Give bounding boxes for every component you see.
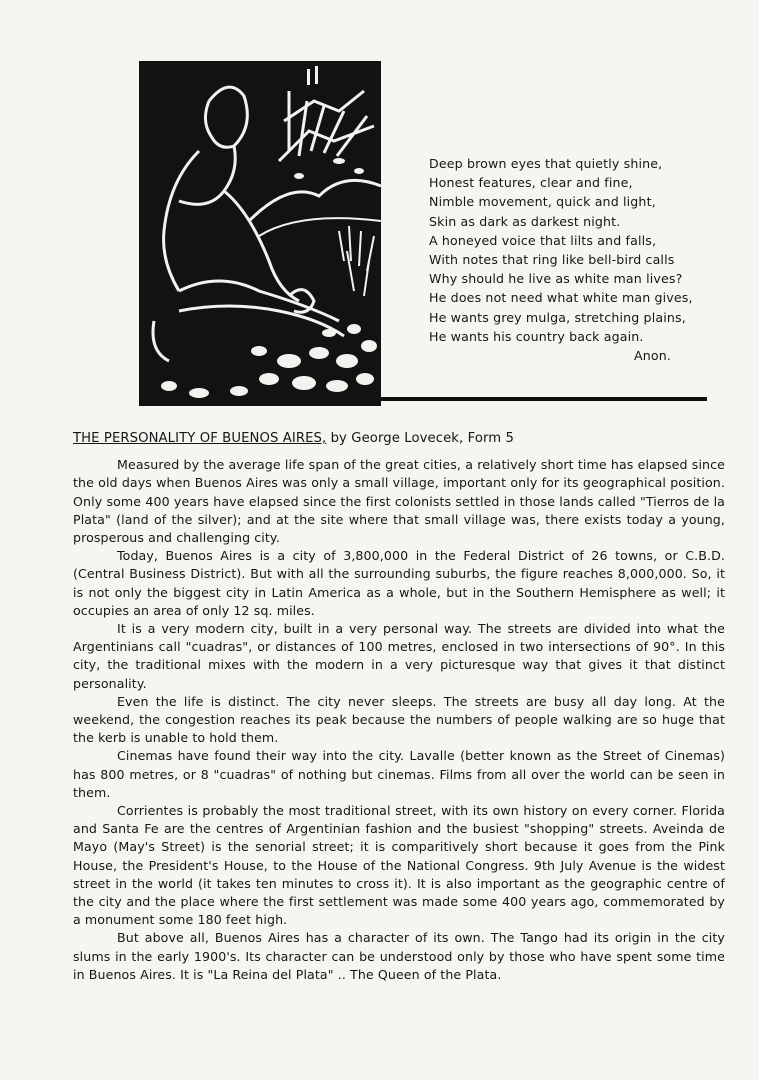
- article-byline: by George Lovecek, Form 5: [326, 431, 515, 446]
- seated-figure-woodcut: [139, 61, 381, 406]
- article-heading: [73, 430, 725, 448]
- poem-line: Deep brown eyes that quietly shine,: [429, 156, 663, 171]
- poem-line: With notes that ring like bell-bird calls: [429, 252, 675, 268]
- article-paragraph: Measured by the average life span of the great cities, a relatively short time has elapsed since the old days when Buenos Aires was only a small village, important only for its geographical position. Only some 400 years have elapsed since the first colonists settled in those lands called "Tierros de la Plata" (land of the silver); and at the site where that small village was, there exists today a young, prosperous and challenging city.: [73, 457, 725, 546]
- poem-line: He wants grey mulga, stretching plains,: [429, 309, 686, 325]
- poem-line: Skin as dark as darkest night.: [429, 213, 621, 229]
- poem: [429, 154, 729, 365]
- poem-line: He does not need what white man gives,: [429, 290, 693, 306]
- article-paragraph: But above all, Buenos Aires has a character of its own. The Tango had its origin in the city slums in the early 1900's. Its character can be understood only by those who have spent some time in Buenos Aires. It is "La Reina del Plata" .. The Queen of the Plata.: [73, 930, 725, 982]
- poem-line: A honeyed voice that lilts and falls,: [429, 232, 657, 248]
- poem-line: Why should he live as white man lives?: [429, 271, 683, 287]
- article-title: THE PERSONALITY OF BUENOS AIRES,: [73, 431, 327, 446]
- poem-line: Nimble movement, quick and light,: [429, 194, 656, 210]
- article-paragraph: Today, Buenos Aires is a city of 3,800,000 in the Federal District of 26 towns, or C.B.D. (Central Business District). But with all the surrounding suburbs, the figure reaches 8,000,000. So, it is not only the biggest city in Latin America as a whole, but in the Southern Hemisphere as well; it occupies an area of only 12 sq. miles.: [73, 548, 725, 618]
- woodcut-illustration: [139, 61, 381, 406]
- article: [73, 430, 725, 984]
- article-paragraph: It is a very modern city, built in a very personal way. The streets are divided into what the Argentinians call "cuadras", or distances of 100 metres, enclosed in two intersections of 90°. In this city, the traditional mixes with the modern in a very picturesque way that gives it that distinct personality.: [73, 621, 725, 691]
- poem-line: Honest features, clear and fine,: [429, 175, 633, 191]
- poem-attribution: Anon.: [633, 348, 671, 364]
- article-paragraph: Cinemas have found their way into the city. Lavalle (better known as the Street of Cinemas) has 800 metres, or 8 "cuadras" of nothing but cinemas. Films from all over the world can be seen in them.: [73, 748, 725, 800]
- divider-rule: [381, 397, 707, 401]
- article-paragraph: Corrientes is probably the most traditional street, with its own history on every corner. Florida and Santa Fe are the centres of Argentinian fashion and the busiest "shopping" streets. Aveinda de Mayo (May's Street) is the senorial street; it is comparitively short because it goes from the Pink House, the President's House, to the House of the National Congress. 9th July Avenue is the widest street in the world (it takes ten minutes to cross it). It is also important as the geographic centre of the city and the place where the first settlement was made some 400 years ago, commemorated by a monument some 180 feet high.: [73, 803, 725, 928]
- article-paragraph: Even the life is distinct. The city never sleeps. The streets are busy all day long. At the weekend, the congestion reaches its peak because the numbers of people walking are so huge that the kerb is unable to hold them.: [73, 693, 725, 746]
- poem-line: He wants his country back again.: [429, 328, 644, 344]
